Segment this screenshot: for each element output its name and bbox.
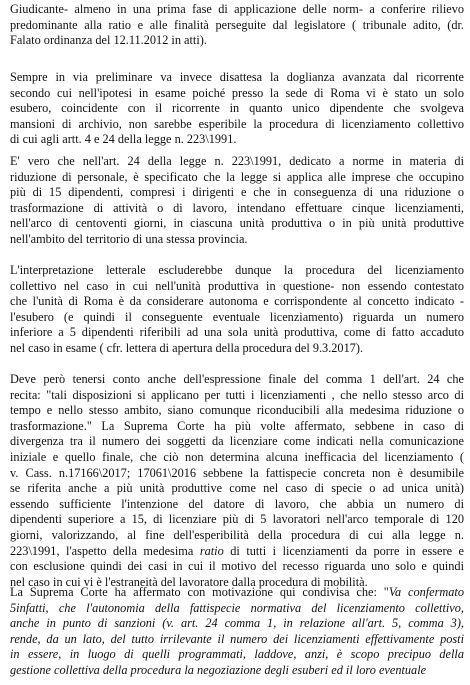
text-line [10, 663, 464, 679]
italic-text: rende, da un lato, del tutto irrilevante il numero dei licenziamenti effettivamente posti [10, 631, 464, 646]
italic-text: 5infatti, che l'autonomia della fattispecie normativa del licenziamento collettivo, [10, 600, 464, 615]
text-line [10, 310, 464, 326]
text-line [10, 403, 464, 419]
text-line [10, 544, 464, 560]
line-text: esubero, coincidente con il ricorrente in quanto unico dipendente che svolgeva [10, 101, 464, 116]
line-text: La Suprema Corte ha affermato con motivazione qui condivisa che: " [10, 585, 389, 599]
line-text: iniziale e quello finale, che ciò non determina alcuna inefficacia del licenziamento ( [10, 449, 464, 464]
text-line [10, 2, 464, 18]
text-line [10, 70, 464, 86]
line-text: Deve però tenersi conto anche dell'espressione finale del comma 1 dell'art. 24 che [10, 372, 464, 386]
text-line [10, 512, 464, 528]
text-line [10, 279, 464, 295]
line-text: mansioni di archivio, non sarebbe esperibile la procedura di licenziamento collettivo [10, 116, 464, 131]
text-line [10, 132, 464, 148]
text-line [10, 434, 464, 450]
line-text: l'esubero (e quindi il conseguente eventuale licenziamento) riguarda un numero [10, 309, 464, 324]
line-text: nel caso in esame ( cfr. lettera di apertura della procedura del 9.3.2017). [10, 340, 364, 355]
text-line [10, 86, 464, 102]
text-line [10, 601, 464, 617]
text-line [10, 466, 464, 482]
line-text: trasformazione di attività o di lavoro, intendano effettuare cinque licenziamenti, [10, 200, 464, 215]
text-line [10, 294, 464, 310]
text-line [10, 497, 464, 513]
text-line [10, 559, 464, 575]
paragraph-6 [10, 585, 464, 679]
text-line [10, 263, 464, 279]
line-text: E' vero che nell'art. 24 della legge n. 223\1991, dedicato a norme in materia di [10, 154, 464, 168]
text-line [10, 232, 464, 248]
line-text: v. Cass. n.17166\2017; 17061\2016 sebbene la fattispecie concreta non è desumibile [10, 465, 464, 480]
line-text: divergenza tra il numero dei soggetti da licenziare come indicati nella comunicazione [10, 434, 464, 449]
line-text: collettivo nel caso in cui nell'unità produttiva in questione- non essendo contestato [10, 278, 464, 293]
text-line [10, 325, 464, 341]
text-line [10, 341, 464, 357]
line-text: tempo e nello stesso ambito, siano comunque riconducibili alla medesima riduzione o [10, 403, 464, 418]
line-text: secondo cui nell'ipotesi in esame poiché presso la sede di Roma vi è stato un solo [10, 85, 464, 100]
line-text: Sempre in via preliminare va invece disattesa la doglianza avanzata dal ricorrente [10, 70, 464, 84]
italic-text: in essere, in luogo di quelli programmati, laddove, anzi, è scopo precipuo della [10, 647, 464, 662]
line-text: Falato ordinanza del 12.11.2012 in atti). [10, 33, 207, 48]
text-line [10, 388, 464, 404]
line-text: dipendenti superiore a 15, di licenziare più di 5 lavoratori nell'arco temporale di 120 [10, 512, 464, 527]
text-line [10, 372, 464, 388]
line-text: se riferita anche a più unità produttive come nel caso di specie o ad unica unità) [10, 481, 464, 496]
italic-text: gestione collettiva della procedura la negoziazione degli esuberi ed il loro eventuale [10, 662, 427, 677]
line-text: recita: "tali disposizioni si applicano per tutti i licenziamenti , che nello stesso arco di [10, 387, 464, 402]
line-text: L'interpretazione letterale escluderebbe dunque la procedura del licenziamento [10, 263, 464, 277]
text-line [10, 185, 464, 201]
text-line [10, 647, 464, 663]
line-text: 223\1991, l'aspetto della medesima [10, 543, 200, 558]
paragraph-3 [10, 154, 464, 248]
line-text: giorni, valorizzando, al fine dell'esperibilità della procedura di cui alla legge n. [10, 527, 464, 542]
paragraph-5 [10, 372, 464, 590]
text-line [10, 481, 464, 497]
line-text: di tutti i licenziamenti da porre in essere e [223, 543, 465, 558]
line-text: nell'ambito del territorio di una stessa provincia. [10, 231, 248, 246]
text-line [10, 101, 464, 117]
line-text: predominante alla ratio e alle finalità perseguite dal legislatore ( tribunale adito, (dr. [10, 17, 464, 32]
text-line [10, 154, 464, 170]
text-line [10, 632, 464, 648]
italic-text: ratio [199, 543, 224, 558]
line-text: più di 15 dipendenti, compresi i dirigenti e che in conseguenza di una riduzione o [10, 185, 464, 200]
paragraph-4 [10, 263, 464, 357]
text-line [10, 117, 464, 133]
text-line [10, 450, 464, 466]
line-text: inferiore a 5 dipendenti riferibili ad una sola unità produttiva, come di fatto accaduto [10, 325, 464, 340]
text-line [10, 33, 464, 49]
line-text: che l'unità di Roma è da considerare autonoma e corrispondente al concetto indicato - [10, 294, 464, 309]
paragraph-1 [10, 2, 464, 49]
line-text: trasformazione." La Suprema Corte ha più volte affermato, sebbene in caso di [10, 418, 464, 433]
text-line [10, 201, 464, 217]
line-text: essendo sufficiente l'intenzione del datore di lavoro, che abbia un numero di [10, 496, 464, 511]
text-line [10, 216, 464, 232]
text-line [10, 18, 464, 34]
italic-text: anche in punto di sanzioni (v. art. 24 comma 1, in relazione all'art. 5, comma 3), [10, 616, 464, 631]
text-line [10, 616, 464, 632]
line-text: nell'arco di centoventi giorni, in ciascuna unità produttiva o in più unità produttive [10, 216, 464, 231]
text-line [10, 585, 464, 601]
text-line [10, 419, 464, 435]
line-text: con esclusione quindi dei casi in cui il motivo del recesso riguarda uno solo e quindi [10, 559, 464, 574]
text-line [10, 528, 464, 544]
line-text: nel caso in cui vi è l'estraneità del lavoratore dalla procedura di mobilità. [10, 574, 368, 589]
italic-text: Va confermato [388, 585, 464, 599]
line-text: di cui agli artt. 4 e 24 della legge n. 223\1991. [10, 132, 237, 147]
line-text: Giudicante- almeno in una prima fase di applicazione delle norm- a conferire rilievo [10, 2, 464, 16]
paragraph-2 [10, 70, 464, 148]
text-line [10, 170, 464, 186]
line-text: riduzione di personale, è specificato che la legge si applica alle imprese che occupino [10, 169, 464, 184]
